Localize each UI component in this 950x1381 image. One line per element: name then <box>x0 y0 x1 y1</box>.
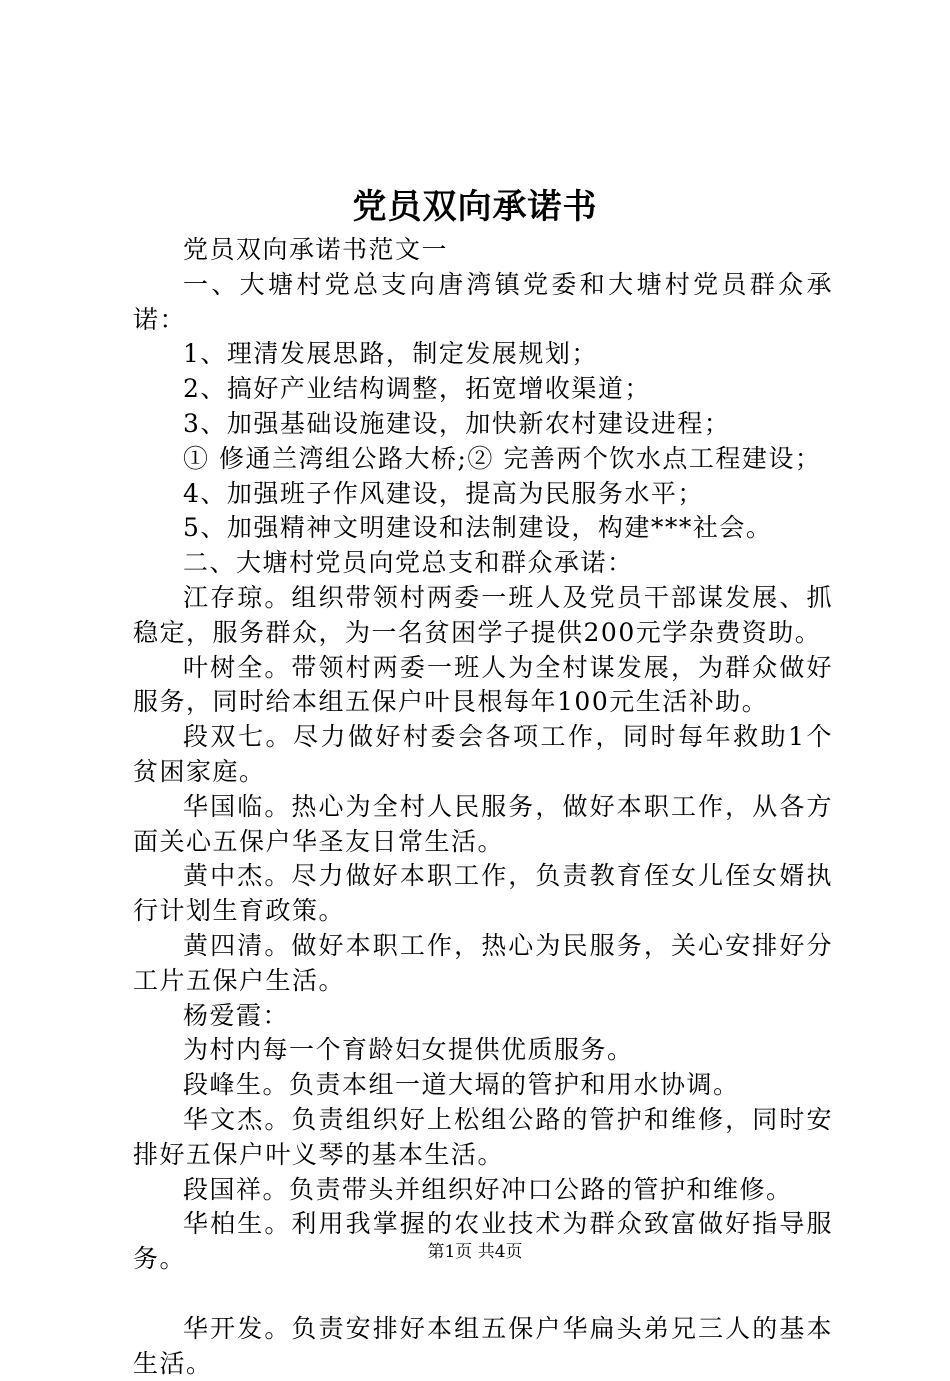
paragraph-item-3: 3、加强基础设施建设，加快新农村建设进程； <box>183 408 731 438</box>
paragraph-pledge-hua-baisheng: 华柏生。利用我掌握的农业技术为群众致富做好指导服务。 <box>133 1209 833 1274</box>
paragraph-item-5: 5、加强精神文明建设和法制建设，构建***社会。 <box>183 513 773 543</box>
blank-line <box>133 1277 833 1312</box>
paragraph-pledge-yang-aixia-name: 杨爱霞： <box>183 1000 290 1030</box>
page-footer: 第1页 共4页 <box>427 1242 523 1262</box>
paragraph-pledge-jiang-cunqiong: 江存琼。组织带领村两委一班人及党员干部谋发展、抓稳定，服务群众，为一名贫困学子提供200元学杂费资助。 <box>133 582 833 647</box>
document-body <box>133 233 833 1381</box>
paragraph-item-4: 4、加强班子作风建设，提高为民服务水平； <box>183 478 704 508</box>
document-title: 党员双向承诺书 <box>352 187 598 227</box>
paragraph-sample-heading: 党员双向承诺书范文一 <box>183 235 449 264</box>
paragraph-pledge-duan-shuangqi: 段双七。尽力做好村委会各项工作，同时每年救助1个贫困家庭。 <box>133 722 833 786</box>
paragraph-pledge-huang-zhongjie: 黄中杰。尽力做好本职工作，负责教育侄女儿侄女婿执行计划生育政策。 <box>133 861 833 926</box>
paragraph-section-one-heading: 一、大塘村党总支向唐湾镇党委和大塘村党员群众承诺： <box>133 269 833 334</box>
paragraph-pledge-hua-guolin: 华国临。热心为全村人民服务，做好本职工作，从各方面关心五保户华圣友日常生活。 <box>133 791 833 856</box>
paragraph-pledge-huang-siqing: 黄四清。做好本职工作，热心为民服务，关心安排好分工片五保户生活。 <box>133 930 833 995</box>
paragraph-pledge-yang-aixia-text: 为村内每一个育龄妇女提供优质服务。 <box>183 1035 634 1065</box>
paragraph-pledge-ye-shuquan: 叶树全。带领村两委一班人为全村谋发展，为群众做好服务，同时给本组五保户叶艮根每年100元生活补助。 <box>133 652 833 717</box>
paragraph-pledge-hua-kaifa: 华开发。负责安排好本组五保户华扁头弟兄三人的基本生活。 <box>133 1313 833 1378</box>
paragraph-item-1: 1、理清发展思路，制定发展规划； <box>183 339 598 369</box>
paragraph-pledge-duan-fengsheng: 段峰生。负责本组一道大塥的管护和用水协调。 <box>183 1070 740 1100</box>
paragraph-pledge-duan-guoxiang: 段国祥。负责带头并组织好冲口公路的管护和维修。 <box>183 1174 793 1204</box>
paragraph-item-3-details: ① 修通兰湾组公路大桥;② 完善两个饮水点工程建设； <box>183 443 822 473</box>
paragraph-section-two-heading: 二、大塘村党员向党总支和群众承诺： <box>183 548 634 578</box>
paragraph-item-2: 2、搞好产业结构调整，拓宽增收渠道； <box>183 374 651 404</box>
paragraph-pledge-hua-wenjie: 华文杰。负责组织好上松组公路的管护和维修，同时安排好五保户叶义琴的基本生活。 <box>133 1104 833 1169</box>
